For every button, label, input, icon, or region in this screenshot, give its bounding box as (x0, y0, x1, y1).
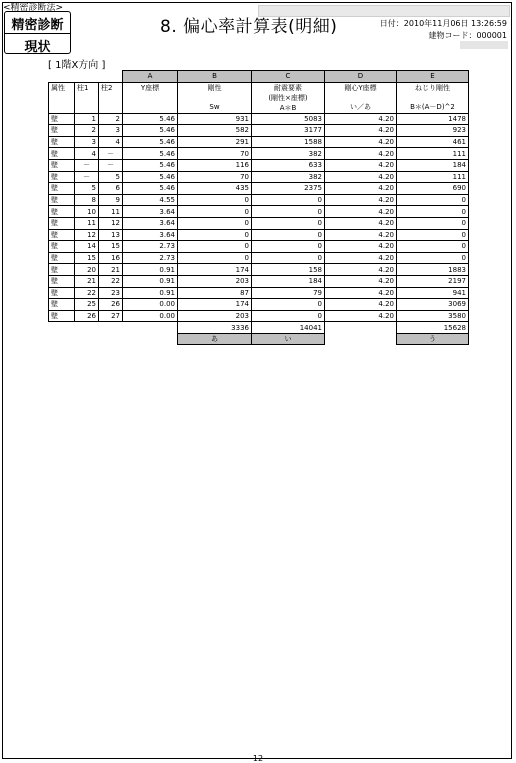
cell-a: 5.46 (123, 148, 178, 160)
cell-col2: 21 (99, 264, 123, 276)
cell-e: 1478 (397, 113, 469, 125)
cell-d: 4.20 (325, 287, 397, 299)
cell-col2: 15 (99, 241, 123, 253)
cell-d: 4.20 (325, 264, 397, 276)
cell-a: 0.91 (123, 275, 178, 287)
cell-c: 0 (252, 252, 325, 264)
table-row (49, 310, 469, 322)
cell-col1: 21 (75, 275, 99, 287)
table-row (49, 217, 469, 229)
cell-col1: 5 (75, 183, 99, 195)
date-text: 日付：2010年11月06日 13:26:59 (379, 19, 507, 28)
symbol-b: あ (178, 333, 252, 345)
cell-c: 1588 (252, 136, 325, 148)
cell-attr: 壁 (49, 310, 75, 322)
cell-attr: 壁 (49, 264, 75, 276)
header-e (397, 82, 469, 113)
cell-e: 0 (397, 217, 469, 229)
total-b: 3336 (178, 322, 252, 334)
cell-col2: 12 (99, 217, 123, 229)
cell-d: 4.20 (325, 241, 397, 253)
cell-e: 0 (397, 206, 469, 218)
header-d (325, 82, 397, 113)
blank-cell (123, 322, 178, 334)
cell-col1: 3 (75, 136, 99, 148)
cell-a: 3.64 (123, 229, 178, 241)
header-b-main: 剛性 (207, 83, 222, 92)
cell-b: 582 (178, 125, 252, 137)
blank-cell (99, 333, 123, 345)
building-code-text: 建物コード：000001 (428, 31, 507, 40)
eccentricity-table (48, 70, 469, 345)
cell-d: 4.20 (325, 252, 397, 264)
column-letter-d: D (325, 71, 397, 83)
cell-a: 0.91 (123, 287, 178, 299)
cell-attr: 壁 (49, 217, 75, 229)
table-row (49, 299, 469, 311)
cell-b: 203 (178, 275, 252, 287)
cell-c: 5083 (252, 113, 325, 125)
cell-e: 184 (397, 159, 469, 171)
table-row (49, 252, 469, 264)
cell-b: 203 (178, 310, 252, 322)
page-title: 8. 偏心率計算表(明細) (160, 17, 338, 37)
cell-col1: 15 (75, 252, 99, 264)
cell-d: 4.20 (325, 125, 397, 137)
cell-d: 4.20 (325, 159, 397, 171)
cell-b: 0 (178, 206, 252, 218)
cell-a: 5.46 (123, 171, 178, 183)
cell-c: 0 (252, 310, 325, 322)
cell-e: 1883 (397, 264, 469, 276)
cell-e: 0 (397, 194, 469, 206)
cell-attr: 壁 (49, 113, 75, 125)
blank-cell (75, 322, 99, 334)
table-row (49, 264, 469, 276)
cell-e: 111 (397, 171, 469, 183)
cell-a: 5.46 (123, 125, 178, 137)
cell-e: 3069 (397, 299, 469, 311)
cell-attr: 壁 (49, 275, 75, 287)
cell-b: 174 (178, 299, 252, 311)
blank-cell (325, 322, 397, 334)
cell-e: 941 (397, 287, 469, 299)
header-b (178, 82, 252, 113)
cell-col1: 25 (75, 299, 99, 311)
cell-col2: 9 (99, 194, 123, 206)
cell-col1: 14 (75, 241, 99, 253)
blank-cell (49, 333, 75, 345)
blank-cell (75, 333, 99, 345)
cell-d: 4.20 (325, 183, 397, 195)
column-letter-a: A (123, 71, 178, 83)
cell-d: 4.20 (325, 148, 397, 160)
header-e-main: ねじり剛性 (415, 83, 450, 92)
cell-b: 87 (178, 287, 252, 299)
table-row (49, 136, 469, 148)
cell-d: 4.20 (325, 217, 397, 229)
cell-col2: 3 (99, 125, 123, 137)
cell-c: 2375 (252, 183, 325, 195)
cell-col2: 26 (99, 299, 123, 311)
column-letter-row (49, 71, 469, 83)
cell-a: 0.91 (123, 264, 178, 276)
column-letter-c: C (252, 71, 325, 83)
method-label: <精密診断法> (3, 3, 64, 13)
cell-c: 184 (252, 275, 325, 287)
table-row (49, 148, 469, 160)
blank-cell (99, 322, 123, 334)
badge-top-text: 精密診断 (11, 18, 64, 33)
cell-e: 0 (397, 241, 469, 253)
badge-divider (5, 33, 70, 34)
table-row (49, 206, 469, 218)
column-letter-b: B (178, 71, 252, 83)
cell-attr: 壁 (49, 287, 75, 299)
cell-a: 0.00 (123, 310, 178, 322)
cell-c: 158 (252, 264, 325, 276)
cell-a: 2.73 (123, 252, 178, 264)
section-label: [ 1階X方向 ] (48, 60, 106, 71)
cell-c: 633 (252, 159, 325, 171)
cell-attr: 壁 (49, 148, 75, 160)
cell-col2: 23 (99, 287, 123, 299)
blank-cell (325, 333, 397, 345)
cell-e: 0 (397, 252, 469, 264)
cell-col1: 10 (75, 206, 99, 218)
table-row (49, 229, 469, 241)
badge-bottom-text: 現状 (24, 40, 51, 55)
cell-col1: 22 (75, 287, 99, 299)
total-c: 14041 (252, 322, 325, 334)
cell-attr: 壁 (49, 241, 75, 253)
cell-c: 79 (252, 287, 325, 299)
cell-a: 5.46 (123, 113, 178, 125)
cell-b: 0 (178, 241, 252, 253)
cell-c: 0 (252, 299, 325, 311)
cell-d: 4.20 (325, 299, 397, 311)
page-number: 12 (252, 754, 264, 763)
table-row (49, 171, 469, 183)
cell-a: 5.46 (123, 136, 178, 148)
cell-e: 0 (397, 229, 469, 241)
redacted-building-name (460, 41, 508, 49)
header-d-sub: い／あ (350, 102, 371, 111)
cell-col1: 20 (75, 264, 99, 276)
cell-attr: 壁 (49, 136, 75, 148)
cell-a: 3.64 (123, 217, 178, 229)
table-row (49, 159, 469, 171)
cell-col2: 22 (99, 275, 123, 287)
cell-col2: 11 (99, 206, 123, 218)
cell-b: 931 (178, 113, 252, 125)
cell-attr: 壁 (49, 183, 75, 195)
cell-b: 435 (178, 183, 252, 195)
cell-col2: 6 (99, 183, 123, 195)
cell-b: 0 (178, 252, 252, 264)
cell-a: 0.00 (123, 299, 178, 311)
cell-b: 291 (178, 136, 252, 148)
header-c-note: (剛性×座標) (268, 93, 308, 102)
table-row (49, 125, 469, 137)
cell-e: 3580 (397, 310, 469, 322)
cell-c: 0 (252, 206, 325, 218)
header-attr: 属性 (49, 82, 75, 113)
cell-b: 70 (178, 171, 252, 183)
cell-col2: 13 (99, 229, 123, 241)
cell-b: 70 (178, 148, 252, 160)
cell-b: 0 (178, 194, 252, 206)
column-letter-e: E (397, 71, 469, 83)
symbol-c: い (252, 333, 325, 345)
cell-col1: 8 (75, 194, 99, 206)
cell-col2: － (99, 159, 123, 171)
cell-b: 174 (178, 264, 252, 276)
cell-col1: － (75, 159, 99, 171)
column-header-row (49, 82, 469, 113)
cell-attr: 壁 (49, 171, 75, 183)
diagnosis-badge (4, 11, 71, 54)
cell-b: 116 (178, 159, 252, 171)
cell-c: 382 (252, 148, 325, 160)
header-col2: 柱2 (99, 82, 123, 113)
cell-e: 923 (397, 125, 469, 137)
header-c-main: 耐震要素 (274, 83, 302, 92)
cell-col1: 11 (75, 217, 99, 229)
blank-cell (123, 333, 178, 345)
cell-col2: 27 (99, 310, 123, 322)
cell-attr: 壁 (49, 252, 75, 264)
header-c-sub: A＊B (279, 103, 297, 112)
cell-d: 4.20 (325, 113, 397, 125)
cell-attr: 壁 (49, 194, 75, 206)
cell-e: 111 (397, 148, 469, 160)
blank-cell (49, 322, 75, 334)
cell-d: 4.20 (325, 171, 397, 183)
table-row (49, 194, 469, 206)
cell-a: 4.55 (123, 194, 178, 206)
cell-d: 4.20 (325, 310, 397, 322)
header-d-main: 剛心Y座標 (344, 83, 377, 92)
cell-e: 2197 (397, 275, 469, 287)
cell-attr: 壁 (49, 206, 75, 218)
cell-col2: 16 (99, 252, 123, 264)
cell-col2: 4 (99, 136, 123, 148)
cell-attr: 壁 (49, 299, 75, 311)
cell-d: 4.20 (325, 275, 397, 287)
table-row (49, 275, 469, 287)
cell-attr: 壁 (49, 159, 75, 171)
header-col1: 柱1 (75, 82, 99, 113)
table-row (49, 241, 469, 253)
cell-d: 4.20 (325, 229, 397, 241)
redacted-project-name (258, 5, 510, 17)
cell-col1: 12 (75, 229, 99, 241)
cell-col2: － (99, 148, 123, 160)
cell-col1: 4 (75, 148, 99, 160)
cell-c: 0 (252, 217, 325, 229)
cell-b: 0 (178, 229, 252, 241)
cell-col1: － (75, 171, 99, 183)
cell-col1: 2 (75, 125, 99, 137)
cell-d: 4.20 (325, 194, 397, 206)
cell-c: 0 (252, 194, 325, 206)
cell-b: 0 (178, 217, 252, 229)
cell-attr: 壁 (49, 125, 75, 137)
cell-e: 461 (397, 136, 469, 148)
cell-col2: 5 (99, 171, 123, 183)
header-c (252, 82, 325, 113)
totals-row (49, 322, 469, 334)
cell-c: 3177 (252, 125, 325, 137)
cell-c: 0 (252, 229, 325, 241)
cell-c: 0 (252, 241, 325, 253)
blank-cell (75, 71, 99, 83)
table-row (49, 113, 469, 125)
cell-a: 3.64 (123, 206, 178, 218)
symbol-e: う (397, 333, 469, 345)
cell-c: 382 (252, 171, 325, 183)
header-a: Y座標 (123, 82, 178, 113)
cell-a: 2.73 (123, 241, 178, 253)
table-row (49, 183, 469, 195)
cell-col1: 1 (75, 113, 99, 125)
total-e: 15628 (397, 322, 469, 334)
cell-attr: 壁 (49, 229, 75, 241)
cell-d: 4.20 (325, 136, 397, 148)
table-row (49, 287, 469, 299)
cell-a: 5.46 (123, 159, 178, 171)
header-e-sub: B＊(A－D)^2 (410, 102, 455, 111)
cell-d: 4.20 (325, 206, 397, 218)
cell-col2: 2 (99, 113, 123, 125)
blank-cell (99, 71, 123, 83)
cell-col1: 26 (75, 310, 99, 322)
cell-a: 5.46 (123, 183, 178, 195)
header-b-sub: Sw (209, 102, 220, 111)
cell-e: 690 (397, 183, 469, 195)
blank-cell (49, 71, 75, 83)
symbol-row (49, 333, 469, 345)
